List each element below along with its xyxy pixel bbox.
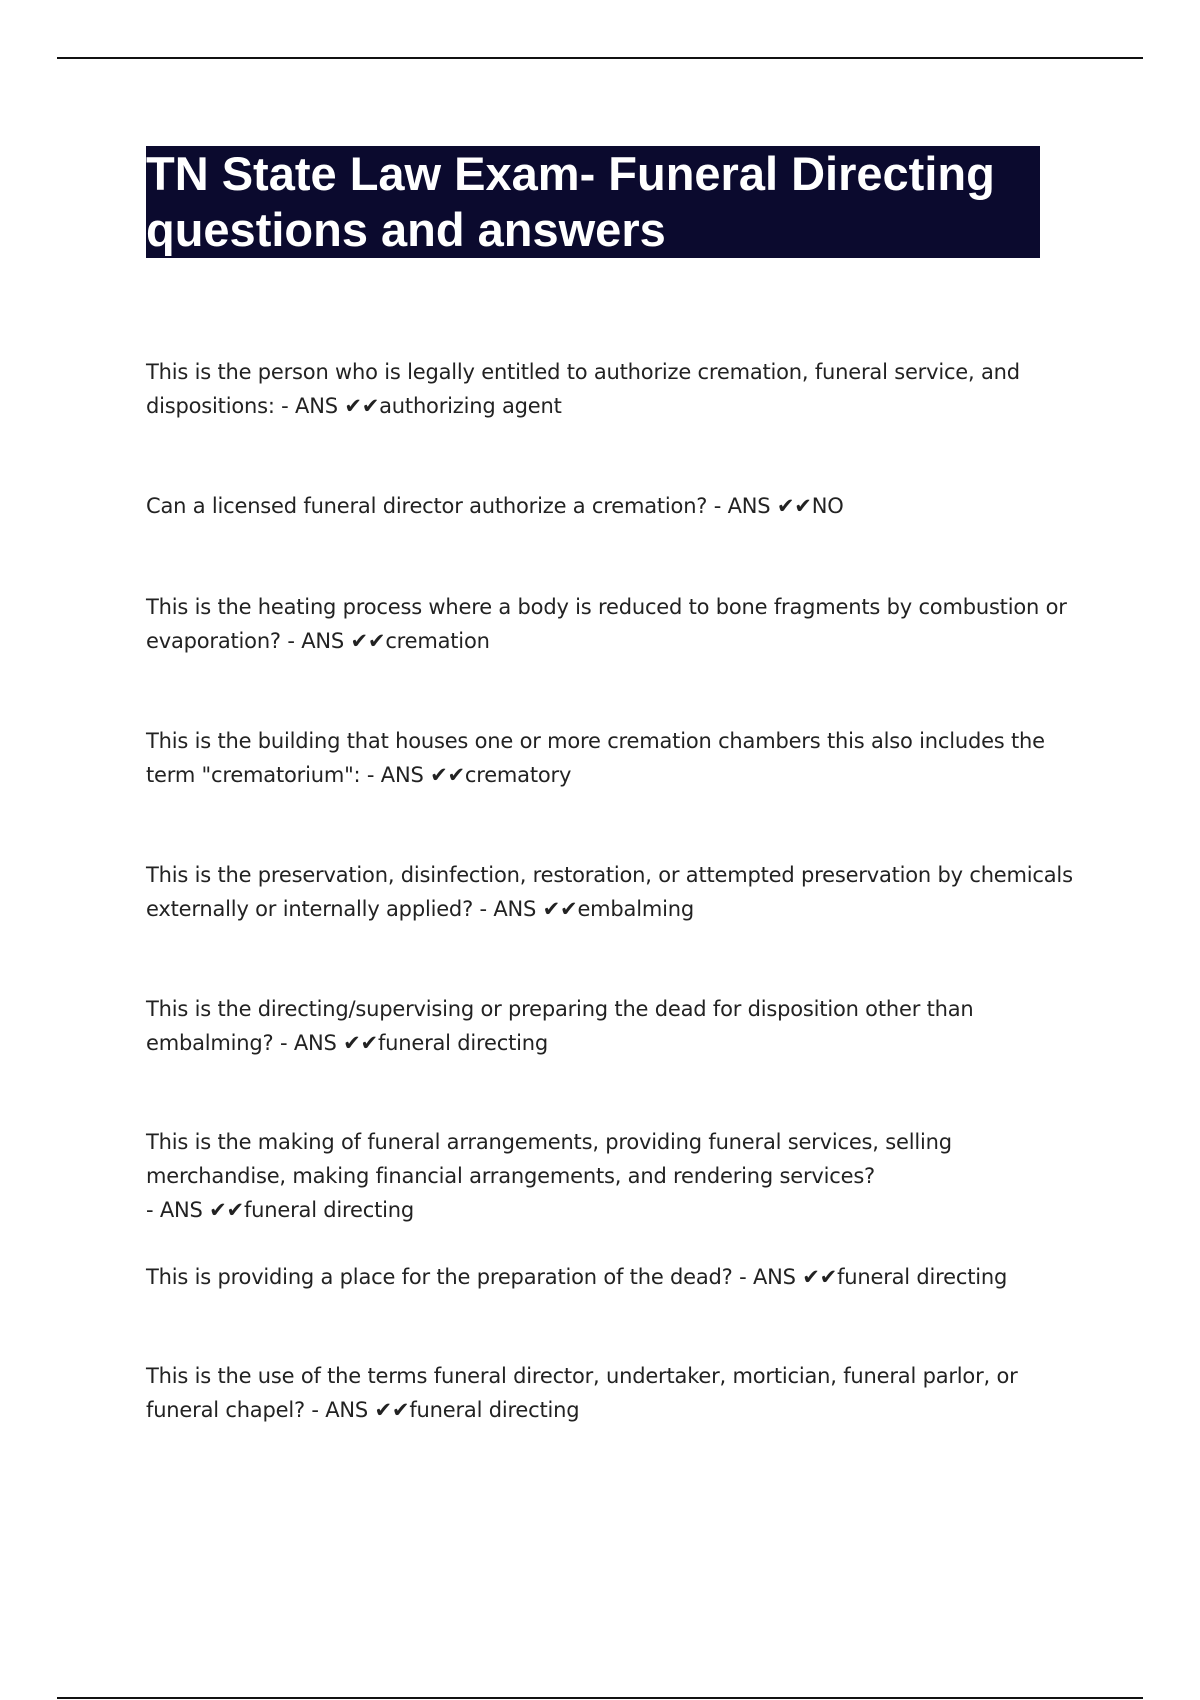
- qa-item: [146, 1359, 1076, 1427]
- answer-text: funeral directing: [837, 1265, 1008, 1289]
- separator: -: [146, 1198, 160, 1222]
- ans-label: ANS: [295, 394, 338, 418]
- check-icon: ✔✔: [202, 1198, 244, 1222]
- title-line-2: questions and answers: [146, 203, 666, 256]
- check-icon: ✔✔: [344, 629, 386, 653]
- question-text: This is the building that houses one or more cremation chambers this also includes the term "crematorium":: [146, 729, 1045, 787]
- question-text: This is the preservation, disinfection, restoration, or attempted preservation by chemicals externally or internally applied?: [146, 863, 1073, 921]
- qa-item: [146, 1260, 1076, 1294]
- separator: -: [707, 494, 728, 518]
- document-title: [146, 146, 1040, 258]
- question-text: This is providing a place for the preparation of the dead?: [146, 1265, 733, 1289]
- ans-label: ANS: [752, 1265, 796, 1289]
- separator: -: [304, 1398, 326, 1422]
- answer-text: NO: [811, 494, 844, 518]
- answer-text: embalming: [577, 897, 694, 921]
- check-icon: ✔✔: [536, 897, 578, 921]
- qa-item: [146, 355, 1076, 423]
- check-icon: ✔✔: [795, 1265, 838, 1289]
- answer-text: funeral directing: [409, 1398, 580, 1422]
- ans-label: ANS: [293, 1031, 337, 1055]
- answer-text: funeral directing: [243, 1198, 415, 1222]
- check-icon: ✔✔: [423, 763, 465, 787]
- separator: -: [473, 897, 494, 921]
- title-line-1: TN State Law Exam- Funeral Directing: [146, 147, 995, 200]
- question-text: This is the making of funeral arrangements, providing funeral services, selling merchandise, making financial arrangements, and rendering services?: [146, 1130, 952, 1188]
- check-icon: ✔✔: [336, 1031, 378, 1055]
- separator: -: [274, 394, 296, 418]
- ans-label: ANS: [493, 897, 537, 921]
- separator: -: [280, 629, 302, 653]
- answer-text: funeral directing: [377, 1031, 548, 1055]
- question-text: This is the use of the terms funeral director, undertaker, mortician, funeral parlor, or funeral chapel?: [146, 1364, 1018, 1422]
- question-text: This is the heating process where a body is reduced to bone fragments by combustion or evaporation?: [146, 595, 1067, 653]
- header-rule: [57, 57, 1143, 59]
- ans-label: ANS: [301, 629, 345, 653]
- qa-item: [146, 724, 1076, 792]
- qa-item: [146, 858, 1076, 926]
- check-icon: ✔✔: [770, 494, 812, 518]
- answer-text: authorizing agent: [379, 394, 562, 418]
- qa-item: [146, 489, 1076, 523]
- check-icon: ✔✔: [368, 1398, 410, 1422]
- qa-item: [146, 992, 1076, 1060]
- check-icon: ✔✔: [337, 394, 380, 418]
- question-text: Can a licensed funeral director authorize a cremation?: [146, 494, 708, 518]
- answer-text: cremation: [385, 629, 490, 653]
- footer-rule: [57, 1697, 1143, 1699]
- ans-label: ANS: [325, 1398, 369, 1422]
- question-text: This is the directing/supervising or preparing the dead for disposition other than embalming?: [146, 997, 974, 1055]
- separator: -: [273, 1031, 294, 1055]
- question-text: This is the person who is legally entitled to authorize cremation, funeral service, and dispositions:: [146, 360, 1020, 418]
- answer-text: crematory: [464, 763, 572, 787]
- separator: -: [360, 763, 381, 787]
- separator: -: [732, 1265, 753, 1289]
- qa-item: [146, 1125, 1076, 1227]
- qa-item: [146, 590, 1076, 658]
- ans-label: ANS: [380, 763, 424, 787]
- ans-label: ANS: [727, 494, 771, 518]
- ans-label: ANS: [159, 1198, 203, 1222]
